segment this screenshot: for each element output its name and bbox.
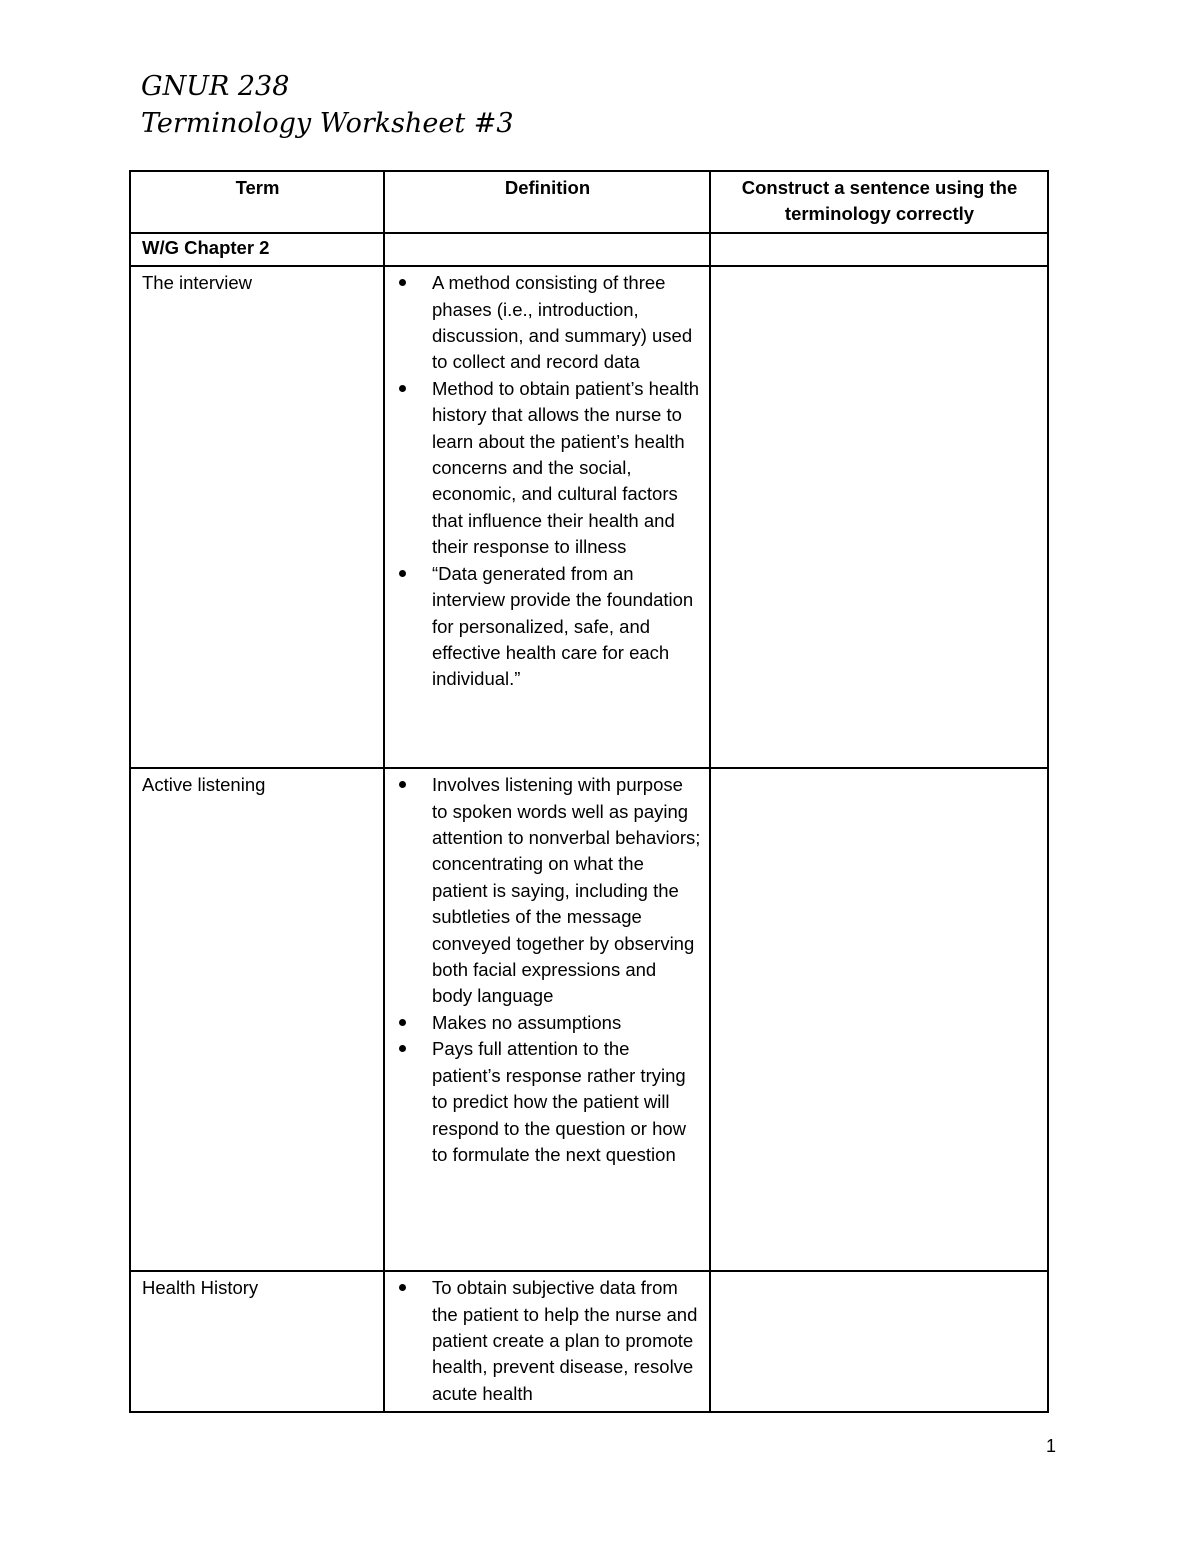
definition-cell (384, 266, 710, 768)
definition-item: “Data generated from an interview provide the foundation for personalized, safe, and effective health care for each individual.” (432, 561, 701, 693)
table-header-row (130, 171, 1048, 233)
sentence-cell[interactable] (710, 266, 1048, 768)
sentence-cell[interactable] (710, 1271, 1048, 1412)
definition-item: Pays full attention to the patient’s response rather trying to predict how the patient will respond to the question or how to formulate the next question (432, 1036, 701, 1168)
definition-item: Involves listening with purpose to spoken words well as paying attention to nonverbal behaviors; concentrating on what the patient is saying, including the subtleties of the message conveyed together by observing both facial expressions and body language (432, 772, 701, 1010)
worksheet-title: Terminology Worksheet #3 (141, 108, 514, 139)
table-row (130, 768, 1048, 1271)
definition-list (397, 1275, 701, 1407)
section-label: W/G Chapter 2 (130, 233, 384, 266)
definition-item: To obtain subjective data from the patient to help the nurse and patient create a plan to promote health, prevent disease, resolve acute health (432, 1275, 701, 1407)
definition-cell (384, 768, 710, 1271)
definition-item: Method to obtain patient’s health history that allows the nurse to learn about the patient’s health concerns and the social, economic, and cultural factors that influence their health and their response to illness (432, 376, 701, 561)
definition-cell (384, 1271, 710, 1412)
page-number: 1 (1046, 1436, 1057, 1456)
term-cell: Health History (130, 1271, 384, 1412)
term-cell: The interview (130, 266, 384, 768)
course-code: GNUR 238 (141, 71, 290, 102)
column-header-definition: Definition (384, 171, 710, 233)
table-row (130, 266, 1048, 768)
definition-list (397, 270, 701, 693)
column-header-sentence: Construct a sentence using the terminology correctly (710, 171, 1048, 233)
section-row (130, 233, 1048, 266)
column-header-term: Term (130, 171, 384, 233)
table-row (130, 1271, 1048, 1412)
term-cell: Active listening (130, 768, 384, 1271)
terminology-table (129, 170, 1049, 1413)
definition-item: A method consisting of three phases (i.e., introduction, discussion, and summary) used to collect and record data (432, 270, 701, 376)
sentence-cell[interactable] (710, 768, 1048, 1271)
definition-list (397, 772, 701, 1168)
section-sentence-cell (710, 233, 1048, 266)
section-definition-cell (384, 233, 710, 266)
document-header (141, 68, 514, 142)
definition-item: Makes no assumptions (432, 1010, 701, 1036)
